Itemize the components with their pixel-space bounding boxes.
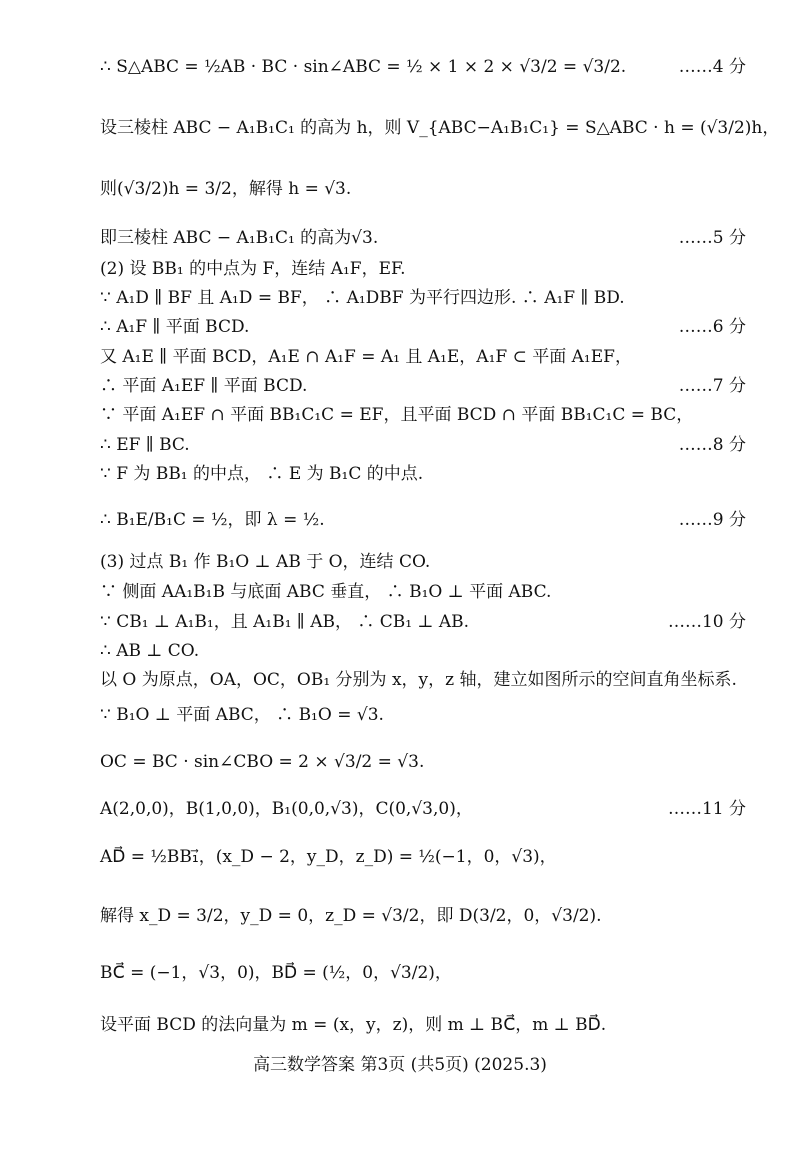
score-note: ……4 分 [678, 57, 746, 77]
line-text: ∵ B₁O ⊥ 平面 ABC， ∴ B₁O = √3. [100, 705, 384, 725]
solution-line [100, 797, 760, 821]
solution-line [100, 703, 760, 727]
line-text: 以 O 为原点，OA，OC，OB₁ 分别为 x，y，z 轴，建立如图所示的空间直角坐标系. [100, 670, 737, 690]
line-text: ∵ 侧面 AA₁B₁B 与底面 ABC 垂直， ∴ B₁O ⊥ 平面 ABC. [100, 582, 552, 602]
line-text: (3) 过点 B₁ 作 B₁O ⊥ AB 于 O，连结 CO. [100, 552, 431, 572]
line-text: 设三棱柱 ABC − A₁B₁C₁ 的高为 h，则 V_{ABC−A₁B₁C₁} = S△ABC · h = (√3/2)h， [100, 118, 780, 138]
solution-line [100, 508, 760, 532]
line-text: 即三棱柱 ABC − A₁B₁C₁ 的高为√3. [100, 228, 379, 248]
score-note: ……5 分 [678, 228, 746, 248]
line-text: ∴ A₁F ∥ 平面 BCD. [100, 317, 250, 337]
line-text: OC = BC · sin∠CBO = 2 × √3/2 = √3. [100, 752, 425, 772]
solution-line [100, 610, 760, 634]
line-text: ∴ S△ABC = ½AB · BC · sin∠ABC = ½ × 1 × 2 × √3/2 = √3/2. [100, 57, 627, 77]
solution-line [100, 1013, 760, 1037]
score-note: ……11 分 [667, 799, 746, 819]
solution-line [100, 961, 760, 985]
solution-line [100, 177, 760, 201]
line-text: ∴ B₁E/B₁C = ½，即 λ = ½. [100, 510, 325, 530]
solution-line [100, 345, 760, 369]
score-note: ……10 分 [667, 612, 746, 632]
score-note: ……8 分 [678, 435, 746, 455]
line-text: AD⃗ = ½BB₁⃗，(x_D − 2，y_D，z_D) = ½(−1，0，√3)， [100, 847, 557, 867]
solution-line [100, 639, 760, 663]
line-text: 解得 x_D = 3/2，y_D = 0，z_D = √3/2，即 D(3/2，0，√3/2). [100, 906, 602, 926]
solution-line [100, 433, 760, 457]
score-note: ……6 分 [678, 317, 746, 337]
line-text: ∵ F 为 BB₁ 的中点， ∴ E 为 B₁C 的中点. [100, 464, 424, 484]
solution-line [100, 286, 760, 310]
line-text: ∵ CB₁ ⊥ A₁B₁，且 A₁B₁ ∥ AB， ∴ CB₁ ⊥ AB. [100, 612, 470, 632]
solution-line [100, 257, 760, 281]
line-text: BC⃗ = (−1，√3，0)，BD⃗ = (½，0，√3/2)， [100, 963, 452, 983]
line-text: ∴ EF ∥ BC. [100, 435, 190, 455]
solution-line [100, 116, 780, 140]
solution-line [100, 403, 760, 427]
line-text: 又 A₁E ∥ 平面 BCD，A₁E ∩ A₁F = A₁ 且 A₁E，A₁F ⊂ 平面 A₁EF， [100, 347, 632, 367]
line-text: (2) 设 BB₁ 的中点为 F，连结 A₁F，EF. [100, 259, 406, 279]
solution-line [100, 668, 760, 692]
solution-line [100, 315, 760, 339]
solution-line [100, 845, 760, 869]
score-note: ……7 分 [678, 376, 746, 396]
solution-line [100, 374, 760, 398]
line-text: ∵ 平面 A₁EF ∩ 平面 BB₁C₁C = EF，且平面 BCD ∩ 平面 BB₁C₁C = BC， [100, 405, 694, 425]
page-footer: 高三数学答案 第3页 (共5页) (2025.3) [253, 1055, 547, 1075]
score-note: ……9 分 [678, 510, 746, 530]
solution-line [100, 55, 760, 79]
solution-line [100, 904, 760, 928]
line-text: 设平面 BCD 的法向量为 m = (x，y，z)，则 m ⊥ BC⃗，m ⊥ BD⃗. [100, 1015, 607, 1035]
solution-line [100, 226, 760, 250]
line-text: ∵ A₁D ∥ BF 且 A₁D = BF， ∴ A₁DBF 为平行四边形. ∴ A₁F ∥ BD. [100, 288, 625, 308]
line-text: A(2,0,0)，B(1,0,0)，B₁(0,0,√3)，C(0,√3,0)， [100, 799, 473, 819]
line-text: ∴ 平面 A₁EF ∥ 平面 BCD. [100, 376, 308, 396]
solution-line [100, 580, 760, 604]
solution-line [100, 550, 760, 574]
solution-line [100, 462, 760, 486]
solution-line [100, 750, 760, 774]
line-text: 则(√3/2)h = 3/2，解得 h = √3. [100, 179, 352, 199]
line-text: ∴ AB ⊥ CO. [100, 641, 200, 661]
